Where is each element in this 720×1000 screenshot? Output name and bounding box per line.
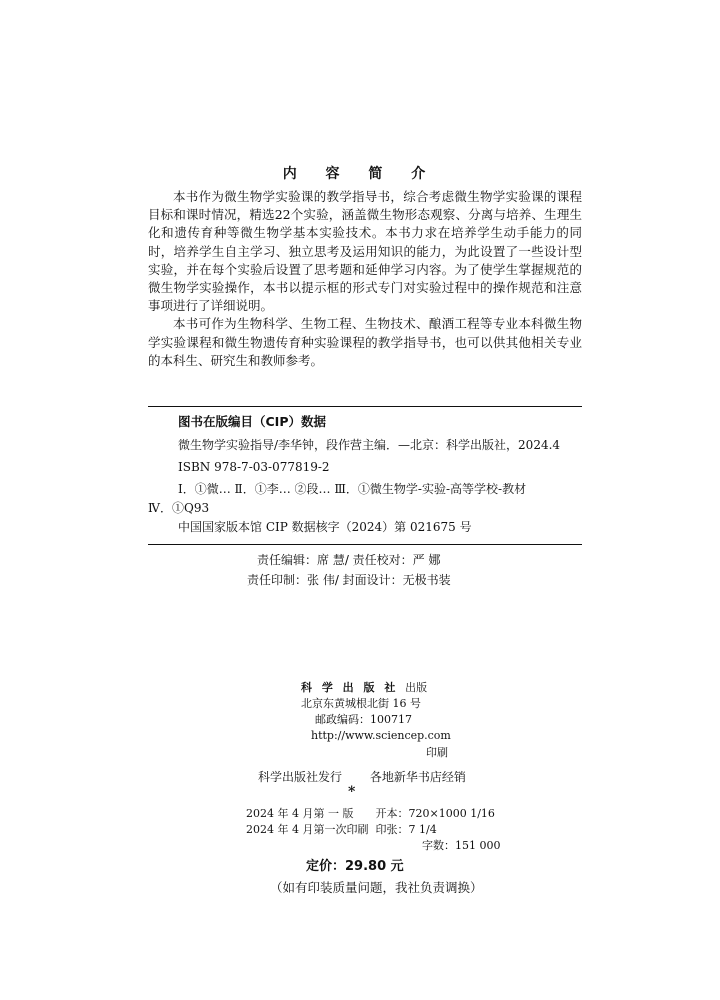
intro-paragraph-1: 本书作为微生物学实验课的教学指导书，综合考虑微生物学实验课的课程目标和课时情况，精选22个实验，涵盖微生物形态观察、分离与培养、生理生化和遗传育种等微生物学基本实验技术。本书力求在培养学生动手能力的同时，培养学生自主学习、独立思考及运用知识的能力，为此设置了一些设计型实验，并在每个实验后设置了思考题和延伸学习内容。为了使学生掌握规范的微生物学实验操作，本书以提示框的形式专门对实验过程中的操作规范和注意事项进行了详细说明。 xyxy=(148,189,582,314)
quality-notice: （如有印装质量问题，我社负责调换） xyxy=(270,880,483,895)
cip-heading: 图书在版编目（CIP）数据 xyxy=(178,414,326,429)
cip-citation: 微生物学实验指导/李华钟，段作营主编．—北京：科学出版社，2024.4 xyxy=(178,438,561,452)
responsibility-line-1: 责任编辑：席 慧/ 责任校对：严 娜 xyxy=(257,553,441,567)
edition-row-2 xyxy=(246,822,501,838)
distribution-issuer: 科学出版社发行 xyxy=(258,770,343,784)
edition-row-1 xyxy=(246,806,501,822)
printing-label: 印刷 xyxy=(426,746,448,759)
edition-first: 2024 年 4 月第 一 版 xyxy=(246,807,354,820)
cip-library-record: 中国国家版本馆 CIP 数据核字（2024）第 021675 号 xyxy=(178,520,472,534)
publisher-postcode: 邮政编码：100717 xyxy=(315,713,412,726)
edition-word-count: 字数：151 000 xyxy=(422,839,501,852)
page-title: 内 容 简 介 xyxy=(282,166,438,182)
publisher-name-suffix: 出版 xyxy=(405,681,428,694)
publisher-name-text: 科 学 出 版 社 xyxy=(301,681,399,694)
publisher-block xyxy=(0,680,720,744)
distribution-line xyxy=(258,768,466,785)
intro-section xyxy=(148,188,582,370)
edition-sheets: 印张：7 1/4 xyxy=(375,823,437,836)
cip-subjects-2: Ⅳ．①Q93 xyxy=(148,501,210,515)
responsibility-line-2: 责任印制：张 伟/ 封面设计：无极书装 xyxy=(247,573,451,587)
publisher-url: http://www.sciencep.com xyxy=(311,729,451,742)
cip-isbn: ISBN 978-7-03-077819-2 xyxy=(178,460,330,474)
publisher-name xyxy=(0,680,720,696)
cip-subjects-1: Ⅰ．①微… Ⅱ．①李… ②段… Ⅲ．①微生物学-实验-高等学校-教材 xyxy=(178,482,527,496)
distribution-seller: 各地新华书店经销 xyxy=(369,770,466,784)
intro-paragraph-2: 本书可作为生物科学、生物工程、生物技术、酿酒工程等专业本科微生物学实验课程和微生物遗传育种实验课程的教学指导书，也可以供其他相关专业的本科生、研究生和教师参考。 xyxy=(148,316,582,368)
edition-first-print: 2024 年 4 月第一次印刷 xyxy=(246,823,369,836)
publisher-address: 北京东黄城根北街 16 号 xyxy=(301,697,421,710)
edition-format: 开本：720×1000 1/16 xyxy=(375,807,495,820)
cip-box xyxy=(148,406,582,545)
edition-block xyxy=(246,806,501,854)
price-label: 定价：29.80 元 xyxy=(306,859,404,874)
separator-star: * xyxy=(348,784,356,800)
responsibility-block xyxy=(0,550,720,590)
